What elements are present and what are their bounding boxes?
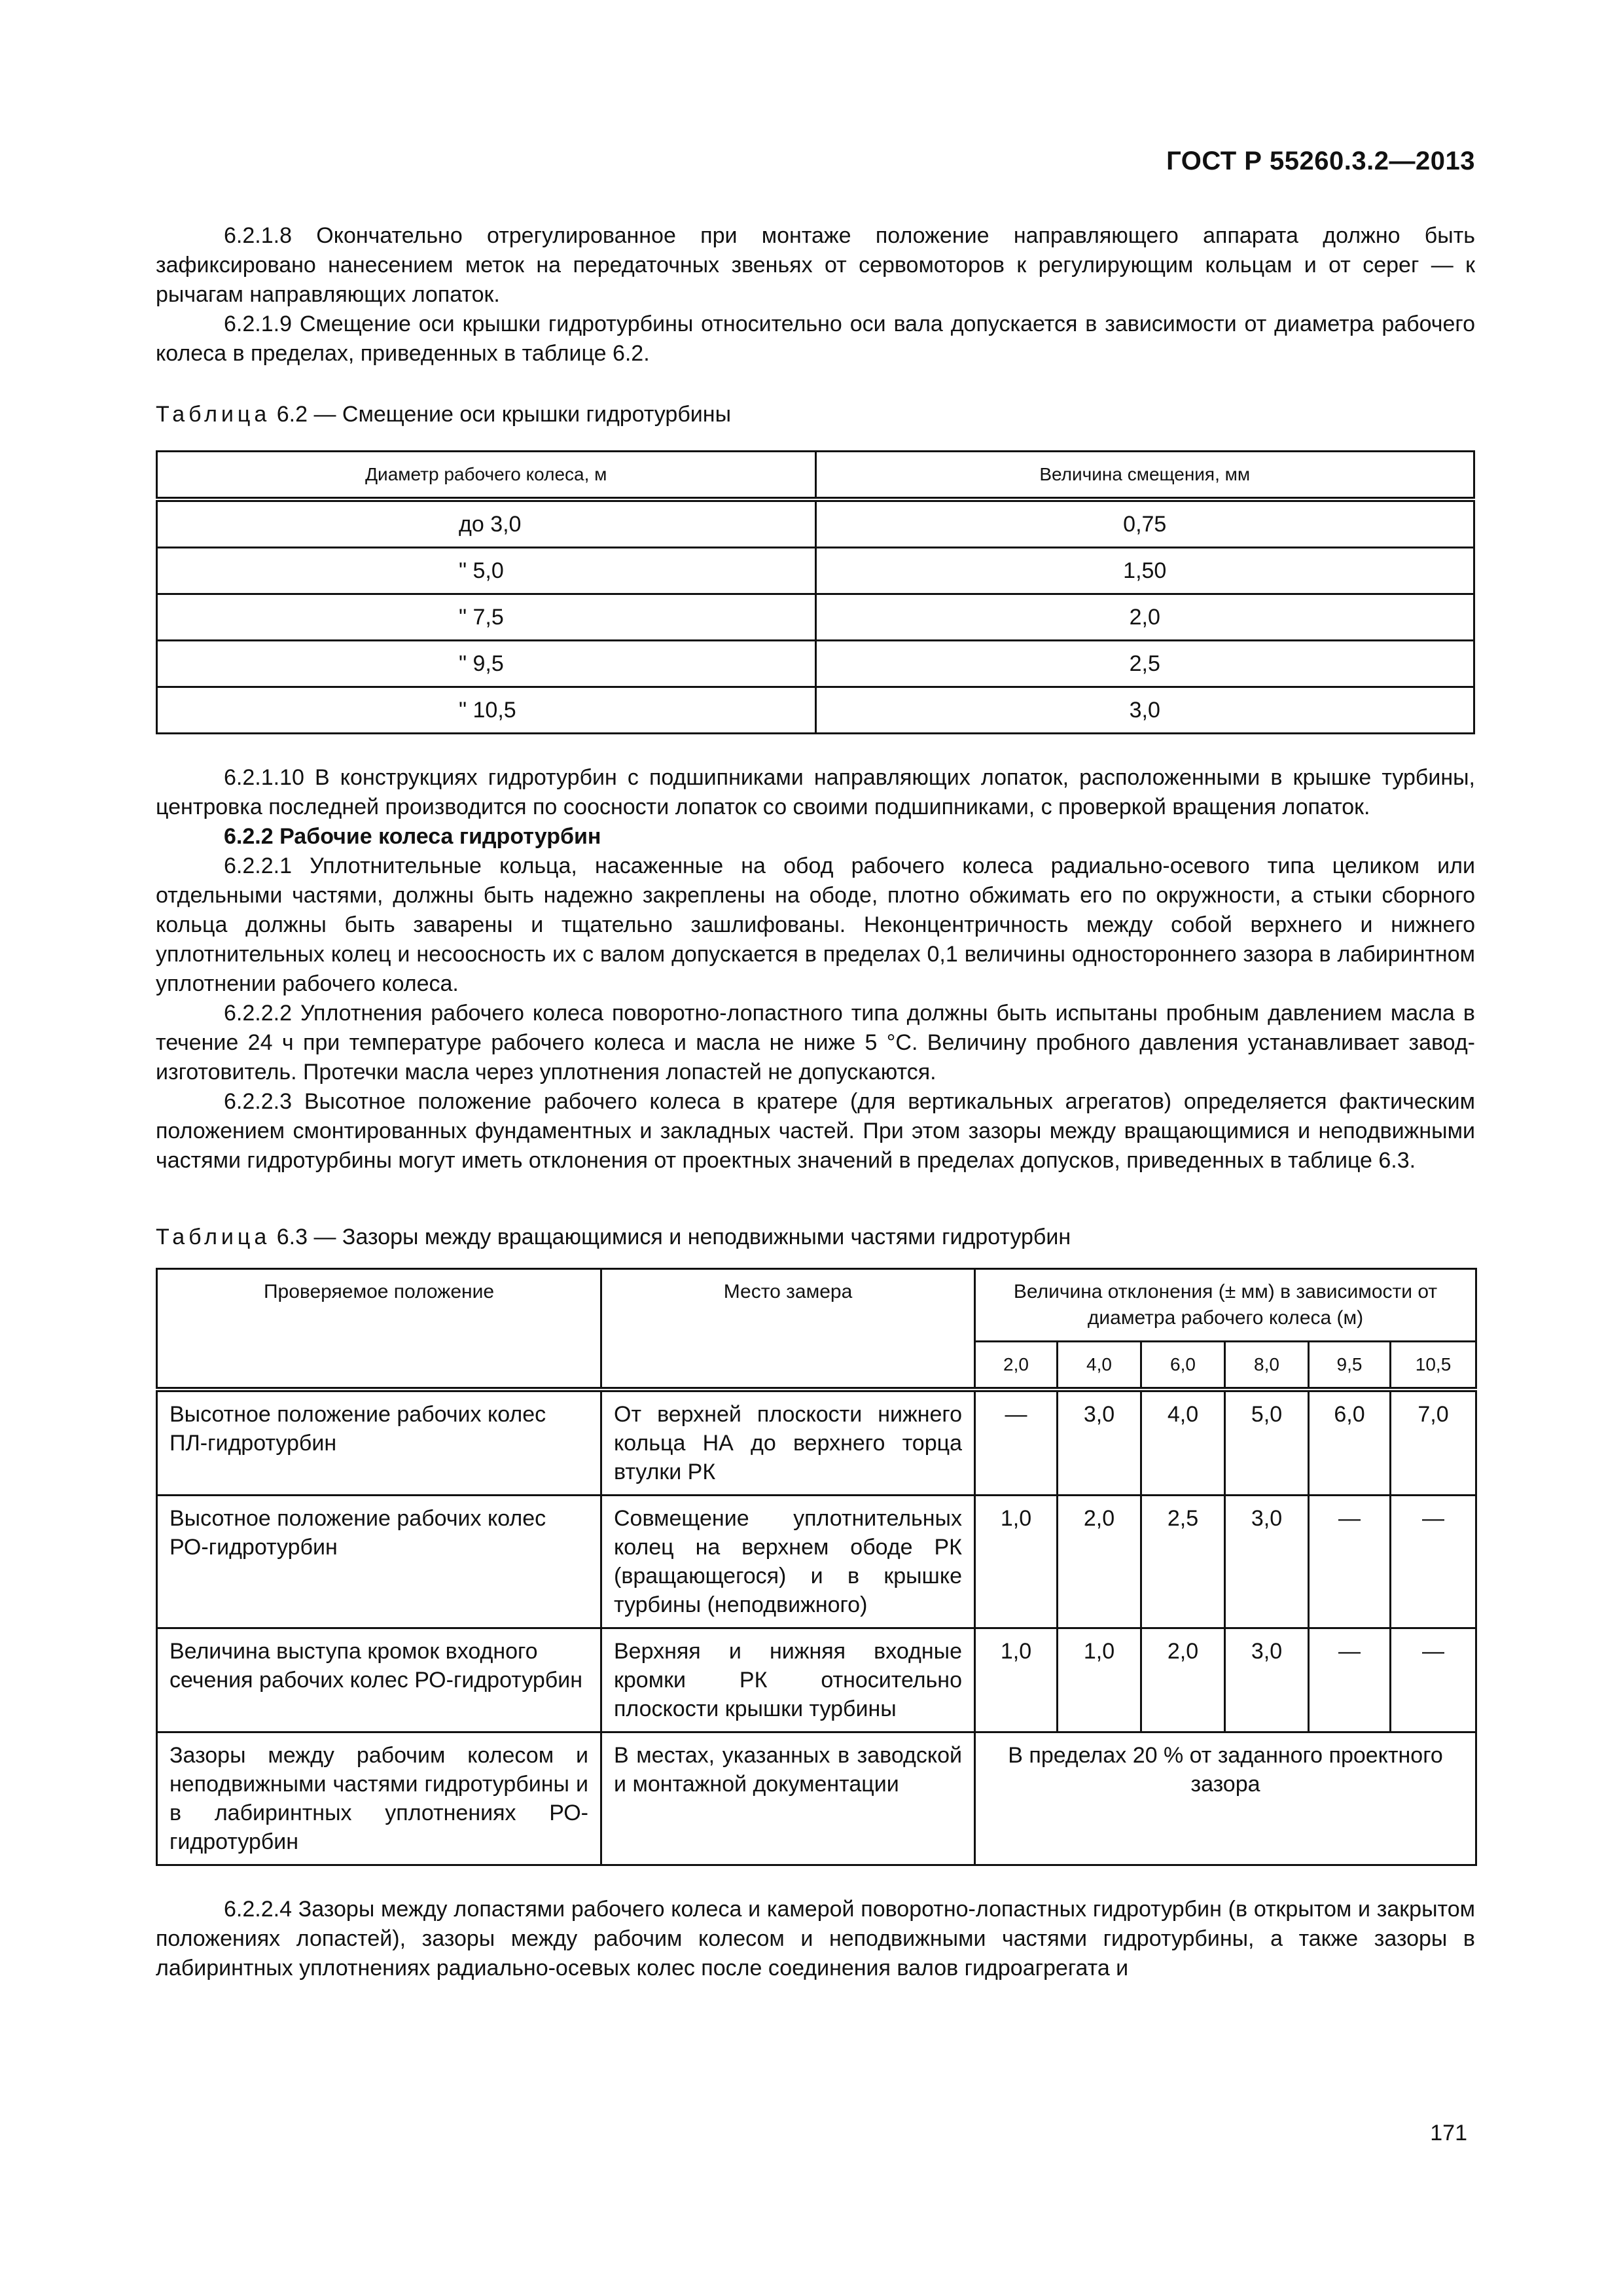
- table-row: [157, 499, 1474, 548]
- table-cell: до 3,0: [157, 499, 816, 548]
- table-header-cell: Диаметр рабочего колеса, м: [157, 452, 816, 500]
- table-header-cell: 4,0: [1058, 1342, 1141, 1390]
- table-cell: 5,0: [1225, 1390, 1309, 1496]
- table-header-cell: Величина отклонения (± мм) в зависимости от диаметра рабочего колеса (м): [975, 1269, 1476, 1342]
- document-header-title: ГОСТ Р 55260.3.2—2013: [1166, 147, 1475, 175]
- table-row: [157, 1496, 1476, 1628]
- paragraph-6-2-1-8: 6.2.1.8 Окончательно отрегулированное при монтаже положение направляющего аппарата должно быть зафиксировано нанесением меток на передаточных звеньях от сервомоторов к регулирующим кольцам и от серег — к рычагам направляющих лопаток.: [156, 223, 1475, 307]
- table-row: [157, 641, 1474, 687]
- table-cell: " 9,5: [157, 641, 816, 687]
- table-header-cell: 9,5: [1309, 1342, 1391, 1390]
- table-cell: 2,0: [1058, 1496, 1141, 1628]
- table-cell: 3,0: [1058, 1390, 1141, 1496]
- table-cell: Зазоры между рабочим колесом и неподвижными частями гидротурбины и в лабиринтных уплотнениях РО-гидротурбин: [157, 1732, 601, 1865]
- table-cell: Высотное положение рабочих колес РО-гидротурбин: [157, 1496, 601, 1628]
- table-cell: 2,0: [815, 594, 1474, 641]
- paragraph-6-2-1-9: 6.2.1.9 Смещение оси крышки гидротурбины относительно оси вала допускается в зависимости от диаметра рабочего колеса в пределах, приведенных в таблице 6.2.: [156, 312, 1475, 366]
- table-cell: Совмещение уплотнительных колец на верхнем ободе РК (вращающегося) и в крышке турбины (неподвижного): [601, 1496, 975, 1628]
- table-cell: 3,0: [815, 687, 1474, 734]
- table-header-cell: 10,5: [1391, 1342, 1476, 1390]
- table-cell: Высотное положение рабочих колес ПЛ-гидротурбин: [157, 1390, 601, 1496]
- table-cell: —: [1309, 1628, 1391, 1732]
- table-cell: 4,0: [1141, 1390, 1225, 1496]
- table-row: [157, 687, 1474, 734]
- table-cell: " 10,5: [157, 687, 816, 734]
- table-cell: От верхней плоскости нижнего кольца НА до верхнего торца втулки РК: [601, 1390, 975, 1496]
- table-cell: —: [1391, 1628, 1476, 1732]
- table-row: [157, 548, 1474, 594]
- table-header-cell: 8,0: [1225, 1342, 1309, 1390]
- section-heading-6-2-2: 6.2.2 Рабочие колеса гидротурбин: [224, 824, 601, 849]
- table-header-cell: 6,0: [1141, 1342, 1225, 1390]
- table-cell: 2,5: [1141, 1496, 1225, 1628]
- table-caption-word: Таблица: [156, 402, 271, 427]
- table-header-cell: Величина смещения, мм: [815, 452, 1474, 500]
- table-cell-merged: В пределах 20 % от заданного проектного зазора: [975, 1732, 1476, 1865]
- table-caption-text: 6.2 — Смещение оси крышки гидротурбины: [276, 402, 732, 427]
- table-header-row: [157, 1269, 1476, 1342]
- table-row: [157, 1732, 1476, 1865]
- paragraph-6-2-1-10: 6.2.1.10 В конструкциях гидротурбин с подшипниками направляющих лопаток, расположенными в крышке турбины, центровка последней производится по соосности лопаток со своими подшипниками, с проверкой вращения лопаток.: [156, 765, 1475, 819]
- table-row: [157, 594, 1474, 641]
- table-cell: Величина выступа кромок входного сечения рабочих колес РО-гидротурбин: [157, 1628, 601, 1732]
- table-header-row: [157, 452, 1474, 500]
- paragraph-6-2-2-4: 6.2.2.4 Зазоры между лопастями рабочего колеса и камерой поворотно-лопастных гидротурбин (в открытом и закрытом положениях лопастей), зазоры между рабочим колесом и неподвижными частями гидротурбины, а также зазоры в лабиринтных уплотнениях радиально-осевых колес после соединения валов гидроагрегата и: [156, 1897, 1475, 1981]
- table-header-cell: 2,0: [975, 1342, 1058, 1390]
- table-cell: 3,0: [1225, 1496, 1309, 1628]
- paragraph-6-2-2-3: 6.2.2.3 Высотное положение рабочего колеса в кратере (для вертикальных агрегатов) определяется фактическим положением смонтированных фундаментных и закладных частей. При этом зазоры между вращающимися и неподвижными частями гидротурбины могут иметь отклонения от проектных значений в пределах допусков, приведенных в таблице 6.3.: [156, 1089, 1475, 1173]
- table-cell: В местах, указанных в заводской и монтажной документации: [601, 1732, 975, 1865]
- page-content: [156, 144, 1475, 1983]
- paragraph-6-2-2-1: 6.2.2.1 Уплотнительные кольца, насаженные на обод рабочего колеса радиально-осевого типа целиком или отдельными частями, должны быть надежно закреплены на ободе, плотно обжимать его по окружности, а стыки сборного кольца должны быть заварены и тщательно зашлифованы. Неконцентричность между собой верхнего и нижнего уплотнительных колец и несоосность их с валом допускается в пределах 0,1 величины одностороннего зазора в лабиринтном уплотнении рабочего колеса.: [156, 853, 1475, 996]
- table-row: [157, 1628, 1476, 1732]
- table-6-3: [156, 1268, 1477, 1866]
- table-cell: 2,5: [815, 641, 1474, 687]
- table-cell: 3,0: [1225, 1628, 1309, 1732]
- table-6-2-caption: [156, 400, 1475, 429]
- table-cell: —: [1391, 1496, 1476, 1628]
- table-cell: 1,0: [1058, 1628, 1141, 1732]
- table-header-cell: Место замера: [601, 1269, 975, 1390]
- table-header-cell: Проверяемое положение: [157, 1269, 601, 1390]
- table-row: [157, 1390, 1476, 1496]
- table-cell: 0,75: [815, 499, 1474, 548]
- paragraph-6-2-2-2: 6.2.2.2 Уплотнения рабочего колеса поворотно-лопастного типа должны быть испытаны пробным давлением масла в течение 24 ч при температуре рабочего колеса и масла не ниже 5 °С. Величину пробного давления устанавливает завод-изготовитель. Протечки масла через уплотнения лопастей не допускаются.: [156, 1001, 1475, 1085]
- table-cell: Верхняя и нижняя входные кромки РК относительно плоскости крышки турбины: [601, 1628, 975, 1732]
- table-cell: 1,0: [975, 1496, 1058, 1628]
- page-number: 171: [1430, 2121, 1467, 2145]
- table-6-3-caption: [156, 1223, 1475, 1252]
- table-cell: 1,0: [975, 1628, 1058, 1732]
- table-caption-text: 6.3 — Зазоры между вращающимися и неподвижными частями гидротурбин: [276, 1225, 1071, 1249]
- table-cell: " 7,5: [157, 594, 816, 641]
- table-cell: 7,0: [1391, 1390, 1476, 1496]
- table-cell: 6,0: [1309, 1390, 1391, 1496]
- table-cell: 1,50: [815, 548, 1474, 594]
- table-cell: —: [975, 1390, 1058, 1496]
- table-cell: " 5,0: [157, 548, 816, 594]
- table-cell: —: [1309, 1496, 1391, 1628]
- table-caption-word: Таблица: [156, 1225, 271, 1249]
- table-cell: 2,0: [1141, 1628, 1225, 1732]
- table-6-2: [156, 450, 1475, 734]
